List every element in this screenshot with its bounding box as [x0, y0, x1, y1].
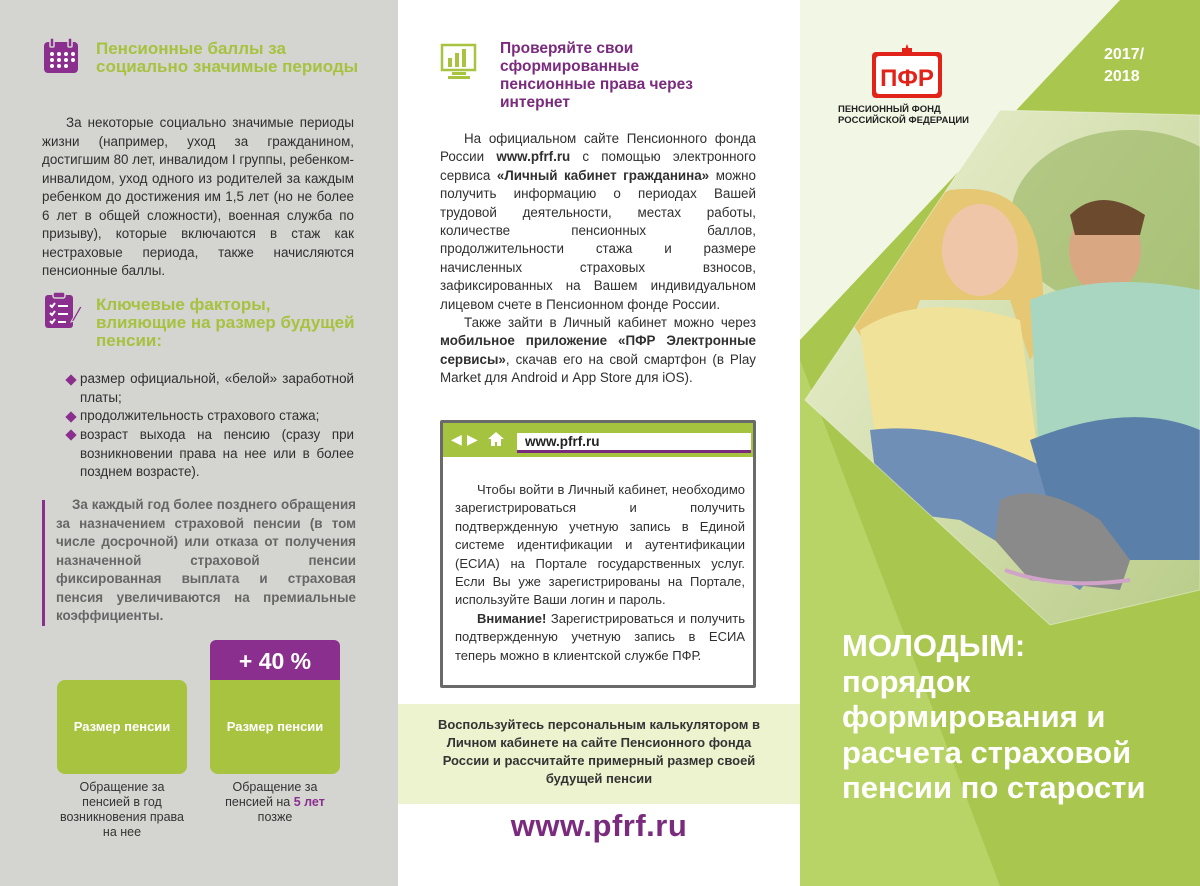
caption-on-time: Обращение за пенсией в год возникновения права на нее [60, 780, 184, 839]
section2-title: Ключевые факторы, влияющие на размер будущей пенсии: [96, 295, 355, 350]
site-url[interactable]: www.pfrf.ru [510, 808, 688, 843]
home-icon[interactable] [487, 431, 505, 447]
cover-title: МОЛОДЫМ: порядок формирования и расчета страховой пенсии по старости [842, 628, 1146, 805]
checklist-icon [42, 290, 82, 330]
pension-size-box-later: Размер пенсии [210, 680, 340, 774]
back-arrow-icon[interactable]: ◀ [451, 431, 462, 447]
premium-note: За каждый год более позднего обращения за назначением страховой пенсии (в том числе досрочной) или отказа от получения назначенной страховой пенсии фиксированная выплата и страховая пенсия увеличиваются на премиальные коэффициенты. [56, 497, 356, 623]
note-bar [42, 500, 45, 626]
site-link-inline[interactable]: www.pfrf.ru [496, 149, 571, 165]
browser-content [455, 481, 745, 665]
computer-chart-icon [440, 42, 480, 82]
bullet-item: продолжительность страхового стажа; [80, 408, 320, 423]
pension-size-box: Размер пенсии [57, 680, 187, 774]
calculator-banner: Воспользуйтесь персональным калькулятором в Личном кабинете на сайте Пенсионного фонда России и рассчитайте примерный размер своей будущей пенсии [398, 704, 800, 804]
bullet-item: размер официальной, «белой» заработной платы; [80, 371, 354, 405]
fund-name: ПЕНСИОННЫЙ ФОНД РОССИЙСКОЙ ФЕДЕРАЦИИ [838, 104, 970, 126]
year-label: 2017/ 2018 [1104, 46, 1145, 85]
pfr-logo [872, 42, 942, 102]
section1-body: За некоторые социально значимые периоды жизни (например, уход за гражданином, достигшим 80 лет, инвалидом I группы, ребенком-инвалидом, уход одного из родителей за каждым ребенком до достижения им 1,5 лет (но не более 6 лет в общей сложности), военная служба по призыву), которые включаются в стаж как нестраховые периода, также начисляются пенсионные баллы. [42, 115, 354, 278]
forward-arrow-icon[interactable]: ▶ [467, 431, 478, 447]
login-instructions: Чтобы войти в Личный кабинет, необходимо зарегистрироваться и получить подтвержденную учетную запись в Единой системе идентификации и аутентификации (ЕСИА) на Портале государственных услуг. Если Вы уже зарегистрированы на Портале, используйте Ваши логин и пароль. [455, 482, 745, 608]
attention-note: Внимание! Зарегистрироваться и получить подтвержденную учетную запись в ЕСИА теперь можно в клиентской службе ПФР. [455, 610, 745, 663]
browser-url-bar[interactable]: www.pfrf.ru [517, 433, 751, 453]
browser-toolbar [443, 423, 753, 457]
bullet-item: возраст выхода на пенсию (сразу при возникновении права на нее или в более позднем возрасте). [80, 427, 354, 479]
internet-paragraph-1: На официальном сайте Пенсионного фонда России www.pfrf.ru с помощью электронного сервиса «Личный кабинет гражданина» можно получить информацию о периодах Вашей трудовой деятельности, местах работы, количестве пенсионных баллов, продолжительности стажа и размере начисленных страховых взносов, зафиксированных на Вашем индивидуальном лицевом счете в Пенсионном фонде России. [440, 131, 757, 312]
internet-title: Проверяйте свои сформированные пенсионные права через интернет [500, 40, 693, 111]
caption-later: Обращение за пенсией на 5 лет позже [225, 780, 325, 824]
five-years-highlight: 5 лет [293, 795, 325, 809]
internet-paragraph-2: Также зайти в Личный кабинет можно через мобильное приложение «ПФР Электронные сервисы», скачав его на свой смартфон (в Play Market для Android и App Store для iOS). [440, 315, 756, 386]
bonus-badge: + 40 % [210, 640, 340, 682]
browser-frame [440, 420, 756, 688]
section1-title: Пенсионные баллы за социально значимые периоды [96, 39, 359, 76]
calendar-icon [42, 36, 82, 76]
logo-letters: ПФР [880, 65, 934, 92]
